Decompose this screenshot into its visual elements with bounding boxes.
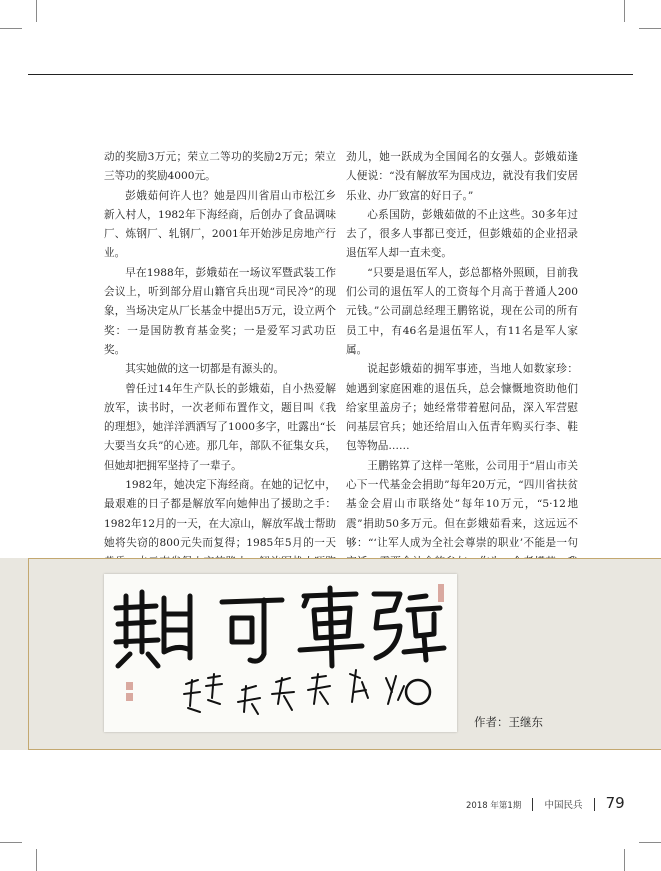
artwork-caption: 作者：王继东 (474, 715, 543, 729)
calligraphy-large-character (222, 600, 282, 661)
article-paragraph: 彭娥茹何许人也？她是四川省眉山市松江乡新入村人，1982年下海经商，后创办了食品调味厂、炼钢厂、轧钢厂，2001年开始涉足房地产行业。 (104, 189, 336, 260)
footer-divider (594, 798, 595, 811)
artwork-band-border (28, 558, 661, 559)
magazine-name: 中国民兵 (544, 800, 583, 811)
calligraphy-circle-stroke (406, 680, 430, 704)
crop-mark-bottom-left-v (36, 849, 37, 871)
calligraphy-artwork (104, 574, 457, 732)
issue-label: 2018 年第1期 (466, 801, 522, 811)
crop-mark-bottom-right-v (624, 849, 625, 871)
article-paragraph-text: 王鹏铭算了这样一笔账，公司用于“眉山市关心下一代基金会捐助”每年20万元，“四川省扶贫基金会眉山市联络处”每年10万元，“5·12地震”捐助50多万元。但在彭娥茹看来，这远远不够：“‘让军人成为全社会尊崇的职业’不能是一句 (346, 459, 578, 549)
header-rule (28, 74, 633, 75)
footer-divider (532, 798, 533, 811)
crop-mark-top-left-h (0, 28, 22, 29)
calligraphy-large-character (116, 592, 190, 666)
crop-mark-top-left-v (36, 0, 37, 22)
crop-mark-top-right-v (624, 0, 625, 22)
calligraphy-inscription (184, 670, 404, 714)
article-paragraph: 说起彭娥茹的拥军事迹，当地人如数家珍：她遇到家庭困难的退伍兵，总会慷慨地资助他们给家里盖房子；她经常带着慰问品，深入军营慰问基层官兵；她还给眉山入伍青年购买行李、鞋包等物品…… (346, 363, 578, 453)
article-paragraph: “只要是退伍军人，彭总都格外照顾，目前我们公司的退伍军人的工资每个月高于普通人200元钱。”公司副总经理王鹏铭说，现在公司的所有员工中，有46名是退伍军人，有11名是军人家属。 (346, 266, 578, 356)
article-paragraph: 早在1988年，彭娥茹在一场议军暨武装工作会议上，听到部分眉山籍官兵出现“司民冷”的现象，当场决定从厂长基金中提出5万元，设立两个奖：一是国防教育基金奖；一是爱军习武功臣奖。 (104, 266, 336, 356)
article-paragraph: 1982年，她决定下海经商。在她的记忆中，最艰难的日子都是解放军向她伸出了援助之手：1982年12月的一天，在大凉山，解放军战士帮助她将失窃的800元失而复得；1985年5月的一天 (104, 479, 336, 549)
article-paragraph: 曾任过14年生产队长的彭娥茹，自小热爱解放军，读书时，一次老师布置作文，题目叫《我的理想》，她洋洋洒洒写了1000多字，吐露出“长大要当女兵”的心迹。那几年，部队不征集女兵，但她却把拥军坚持了一辈子。 (104, 382, 336, 472)
article-paragraph: 其实她做的这一切都是有源头的。 (125, 363, 285, 376)
crop-mark-top-right-h (639, 28, 661, 29)
page-number: 79 (605, 794, 625, 812)
article-paragraph: 动的奖励3万元；荣立二等功的奖励2万元；荣立三等功的奖励4000元。 (104, 151, 336, 183)
artwork-band-border (28, 749, 661, 750)
crop-mark-bottom-left-h (0, 842, 22, 843)
calligraphy-large-character (374, 594, 444, 660)
calligraphy-large-character (300, 588, 362, 666)
page-footer (466, 793, 625, 812)
article-paragraph: 心系国防，彭娥茹做的不止这些。30多年过去了，很多人事都已变迁，但彭娥茹的企业招录退伍军人却一直未变。 (346, 208, 578, 260)
artwork-band-border (28, 558, 29, 750)
calligraphy-strokes (104, 574, 457, 732)
crop-mark-bottom-right-h (639, 842, 661, 843)
article-paragraph: 劲儿，她一跃成为全国闻名的女强人。彭娥茹逢人便说：“没有解放军为国戍边，就没有我们安居乐业、办厂致富的好日子。” (346, 151, 578, 202)
